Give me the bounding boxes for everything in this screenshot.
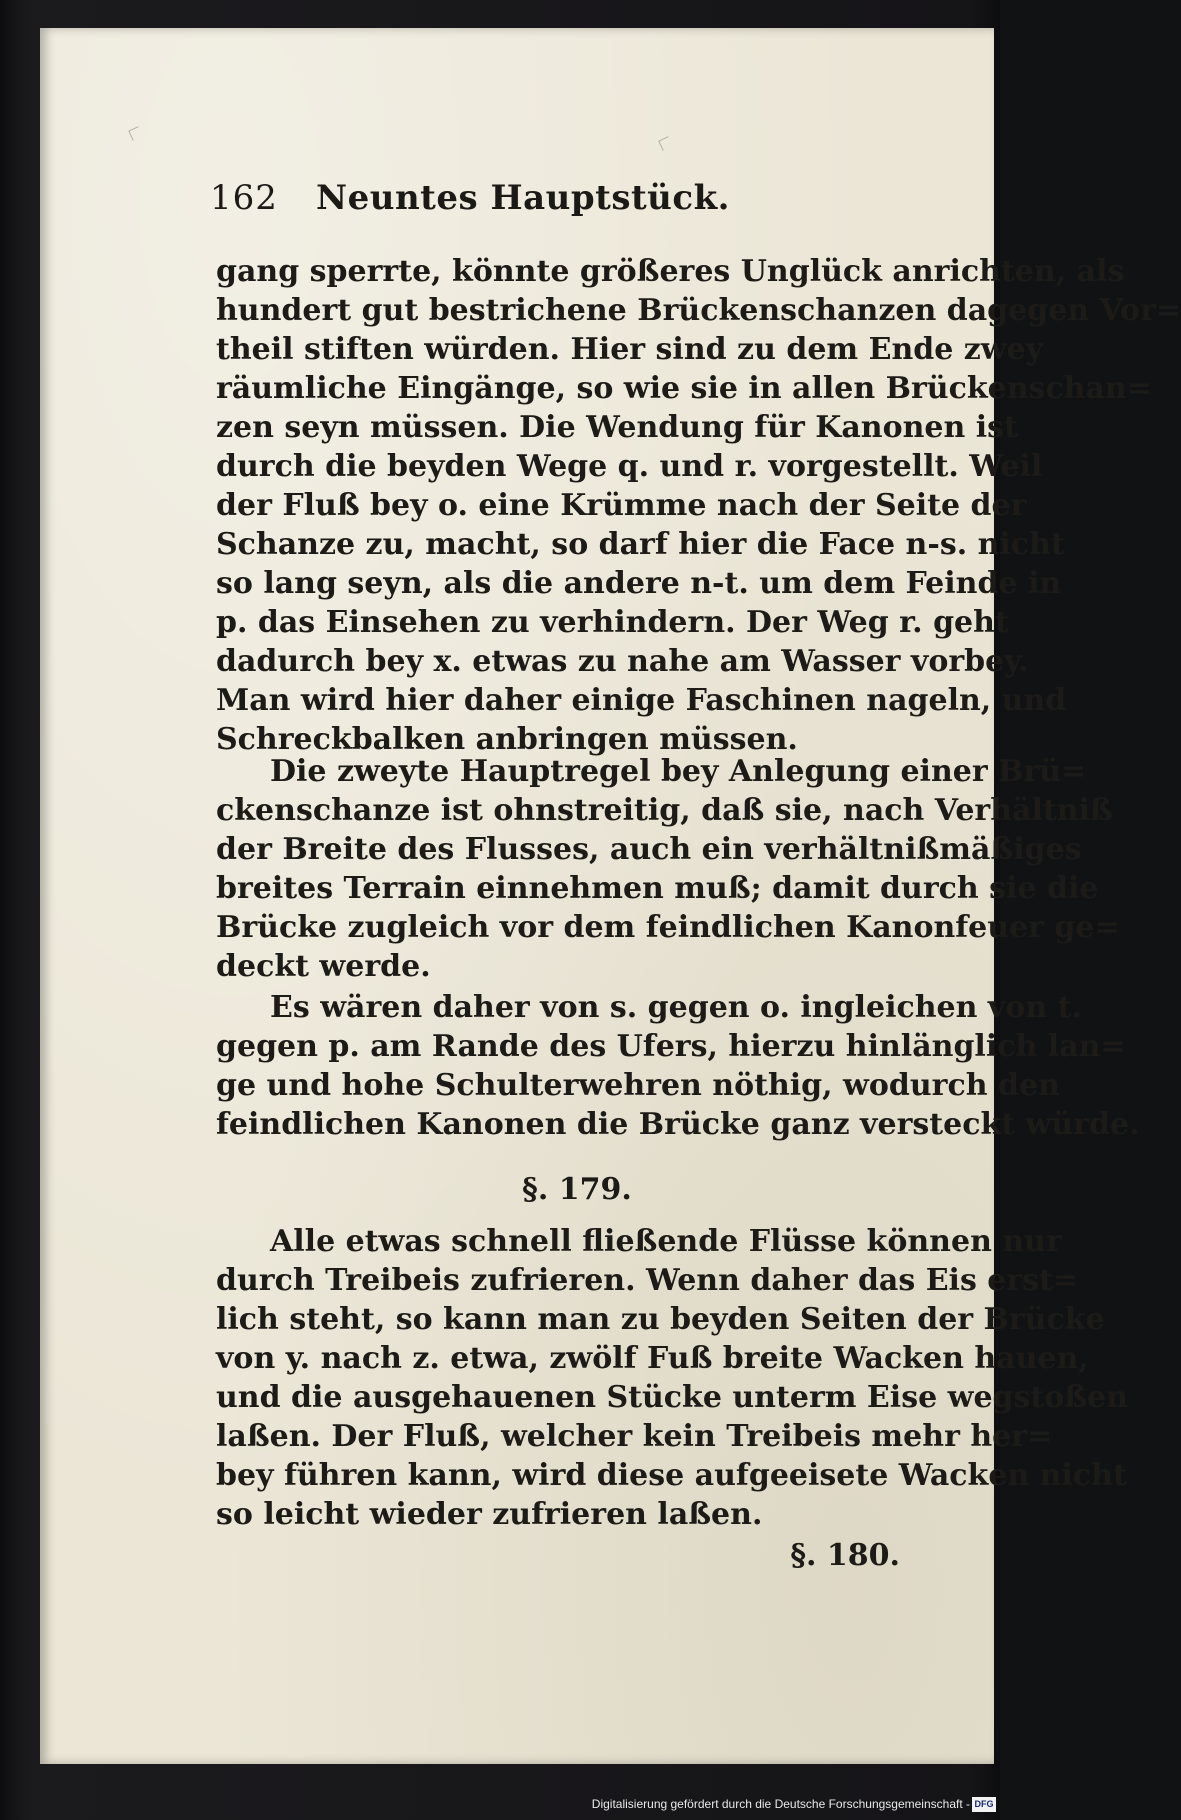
text-line: gegen p. am Rande des Ufers, hierzu hinlänglich lan= — [216, 1029, 1126, 1064]
text-line: durch die beyden Wege q. und r. vorgestellt. Weil — [216, 449, 1043, 484]
text-line: der Fluß bey o. eine Krümme nach der Seite der — [216, 488, 1027, 523]
text-line: und die ausgehauenen Stücke unterm Eise wegstoßen — [216, 1380, 1128, 1415]
text-line: ge und hohe Schulterwehren nöthig, wodurch den — [216, 1068, 1060, 1103]
text-line: Die zweyte Hauptregel bey Anlegung einer Brü= — [270, 754, 1087, 789]
text-line: hundert gut bestrichene Brückenschanzen dagegen Vor= — [216, 293, 1181, 328]
paragraph-2 — [216, 752, 1120, 986]
digitization-footer — [0, 1792, 1000, 1820]
paragraph-4 — [216, 1222, 1128, 1534]
text-line: bey führen kann, wird diese aufgeeisete Wacken nicht — [216, 1458, 1127, 1493]
text-line: durch Treibeis zufrieren. Wenn daher das Eis erst= — [216, 1263, 1079, 1298]
text-line: dadurch bey x. etwas zu nahe am Wasser vorbey. — [216, 644, 1029, 679]
page-number: 162 — [210, 178, 278, 218]
section-number: §. 179. — [522, 1172, 632, 1207]
text-line: von y. nach z. etwa, zwölf Fuß breite Wacken hauen, — [216, 1341, 1089, 1376]
paper-blemish — [128, 126, 143, 141]
text-line: gang sperrte, könnte größeres Unglück anrichten, als — [216, 254, 1125, 289]
text-line: Es wären daher von s. gegen o. ingleichen von t. — [270, 990, 1082, 1025]
text-line: der Breite des Flusses, auch ein verhältnißmäßiges — [216, 832, 1082, 867]
paragraph-1 — [216, 252, 1181, 759]
text-line: räumliche Eingänge, so wie sie in allen Brückenschan= — [216, 371, 1152, 406]
text-line: Schreckbalken anbringen müssen. — [216, 722, 798, 757]
text-line: zen seyn müssen. Die Wendung für Kanonen ist — [216, 410, 1018, 445]
text-line: p. das Einsehen zu verhindern. Der Weg r. geht — [216, 605, 1009, 640]
running-head: Neuntes Hauptstück. — [316, 178, 730, 218]
page-header — [210, 178, 750, 228]
paragraph-3 — [216, 988, 1140, 1144]
text-line: breites Terrain einnehmen muß; damit durch sie die — [216, 871, 1099, 906]
text-line: deckt werde. — [216, 949, 431, 984]
text-line: laßen. Der Fluß, welcher kein Treibeis mehr her= — [216, 1419, 1053, 1454]
paper-blemish — [658, 136, 673, 151]
text-line: Brücke zugleich vor dem feindlichen Kanonfeuer ge= — [216, 910, 1120, 945]
funding-credit: Digitalisierung gefördert durch die Deutsche Forschungsgemeinschaft - — [591, 1797, 970, 1811]
text-line: Alle etwas schnell fließende Flüsse können nur — [270, 1224, 1062, 1259]
text-line: ckenschanze ist ohnstreitig, daß sie, nach Verhältniß — [216, 793, 1113, 828]
text-line: so leicht wieder zufrieren laßen. — [216, 1497, 763, 1532]
dfg-logo-icon: DFG — [972, 1797, 996, 1812]
text-line: feindlichen Kanonen die Brücke ganz versteckt würde. — [216, 1107, 1140, 1142]
text-line: so lang seyn, als die andere n-t. um dem Feinde in — [216, 566, 1062, 601]
text-line: Man wird hier daher einige Faschinen nageln, und — [216, 683, 1067, 718]
catchword: §. 180. — [790, 1538, 900, 1573]
text-line: theil stiften würden. Hier sind zu dem Ende zwey — [216, 332, 1044, 367]
text-line: lich steht, so kann man zu beyden Seiten der Brücke — [216, 1302, 1105, 1337]
text-line: Schanze zu, macht, so darf hier die Face n-s. nicht — [216, 527, 1065, 562]
